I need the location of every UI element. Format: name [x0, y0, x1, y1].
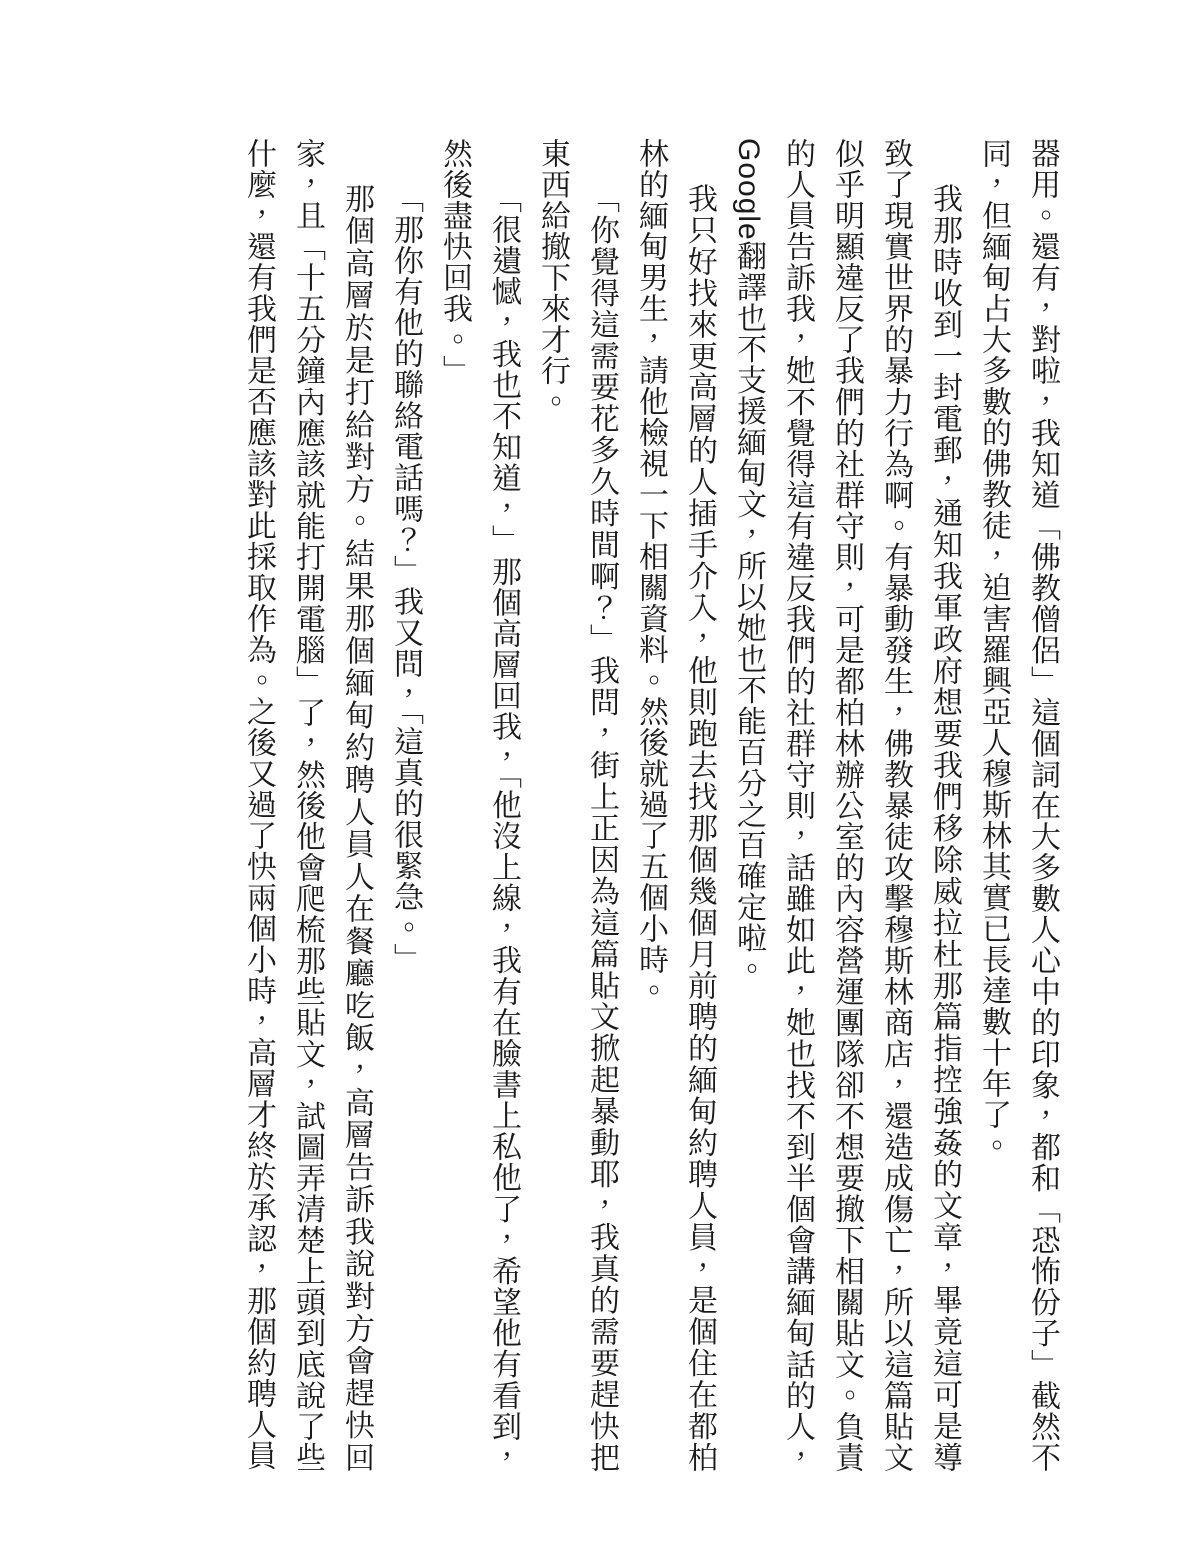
paragraph: 「你覺得這需要花多久時間啊？」我問，街上正因為這篇貼文掀起暴動耶，我真的需要趕快把東西給撤下來才行。: [536, 138, 618, 1473]
paragraph: 那個高層於是打給對方。結果那個緬甸約聘人員人在餐廳吃飯，高層告訴我說對方會趕快回家，且「十五分鐘內應該就能打開電腦」了，然後他會爬梳那些貼文，試圖弄清楚上頭到底說了些什麼，還有我們是否應該對此採取作為。之後又過了快兩個小時，高層才終於承認，那個約聘人員: [242, 138, 373, 1473]
paragraph: 「那你有他的聯絡電話嗎？」我又問，「這真的很緊急。」: [389, 183, 422, 974]
paragraph: 「很遺憾，我也不知道，」那個高層回我，「他沒上線，我有在臉書上私他了，希望他有看到，然後盡快回我。」: [438, 138, 520, 1473]
paragraph: 器用。還有，對啦，我知道「佛教僧侶」這個詞在大多數人心中的印象，都和「恐怖份子」截然不同，但緬甸占大多數的佛教徒，迫害羅興亞人穆斯林其實已長達數十年了。: [977, 138, 1059, 1473]
paragraph: 我只好找來更高層的人插手介入，他則跑去找那個幾個月前聘的緬甸約聘人員，是個住在都柏林的緬甸男生，請他檢視一下相關資料。然後就過了五個小時。: [634, 138, 716, 1473]
paragraph: 我那時收到一封電郵，通知我軍政府想要我們移除威拉杜那篇指控強姦的文章，畢竟這可是導致了現實世界的暴力行為啊。有暴動發生，佛教暴徒攻擊穆斯林商店，還造成傷亡，所以這篇貼文似乎明顯違反了我們的社群守則，可是都柏林辦公室的內容營運團隊卻不想要撤下相關貼文。負責的人員告訴我，她不覺得這有違反我們的社群守則，話雖如此，她也找不到半個會講緬甸話的人，Google翻譯也不支援緬甸文，所以她也不能百分之百確定啦。: [732, 138, 961, 1473]
vertical-text-block: [187, 138, 1067, 1473]
